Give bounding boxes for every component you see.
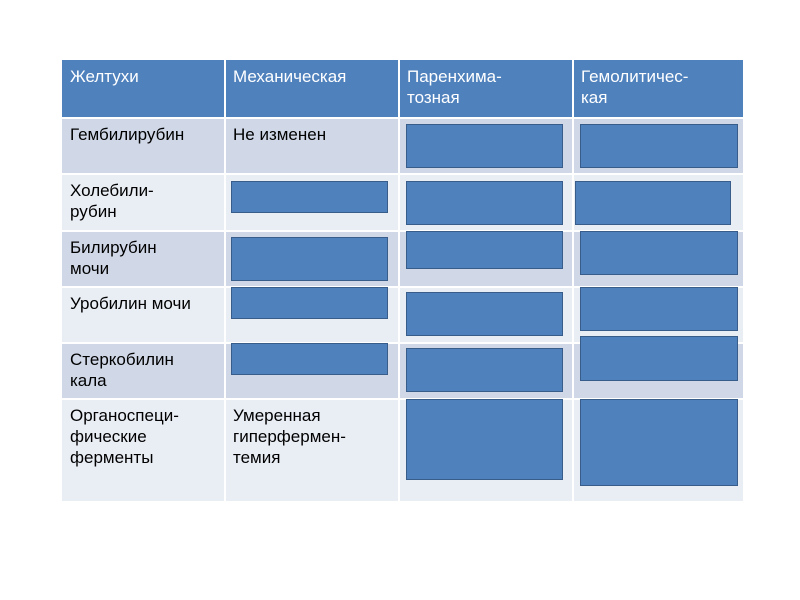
answer-block[interactable] (580, 231, 738, 275)
answer-block[interactable] (231, 237, 388, 281)
row-label: Уробилин мочи (62, 287, 225, 343)
header-cell-parenchymal: Паренхима- тозная (399, 60, 573, 118)
answer-block[interactable] (406, 292, 563, 336)
answer-block[interactable] (406, 231, 563, 269)
column-divider (398, 60, 400, 501)
row-label: Холебили- рубин (62, 174, 225, 231)
column-divider (572, 60, 574, 501)
answer-block[interactable] (580, 124, 738, 168)
cell-mechanical: Не изменен (225, 118, 399, 174)
answer-block[interactable] (580, 287, 738, 331)
column-divider (224, 60, 226, 501)
answer-block[interactable] (231, 181, 388, 213)
answer-block[interactable] (406, 181, 563, 225)
answer-block[interactable] (406, 399, 563, 480)
answer-block[interactable] (231, 343, 388, 375)
row-divider (62, 173, 743, 175)
header-cell-jaundice: Желтухи (62, 60, 225, 118)
row-label: Органоспеци- фические ферменты (62, 399, 225, 501)
row-label: Стеркобилин кала (62, 343, 225, 399)
row-label: Гембилирубин (62, 118, 225, 174)
answer-block[interactable] (231, 287, 388, 319)
answer-block[interactable] (580, 336, 738, 381)
cell-mechanical: Умеренная гиперфермен- темия (225, 399, 399, 501)
row-divider (62, 117, 743, 119)
table-header-row (62, 60, 743, 118)
row-label: Билирубин мочи (62, 231, 225, 287)
header-cell-mechanical: Механическая (225, 60, 399, 118)
answer-block[interactable] (575, 181, 731, 225)
answer-block[interactable] (580, 399, 738, 486)
answer-block[interactable] (406, 124, 563, 168)
header-cell-hemolytic: Гемолитичес- кая (573, 60, 743, 118)
answer-block[interactable] (406, 348, 563, 392)
